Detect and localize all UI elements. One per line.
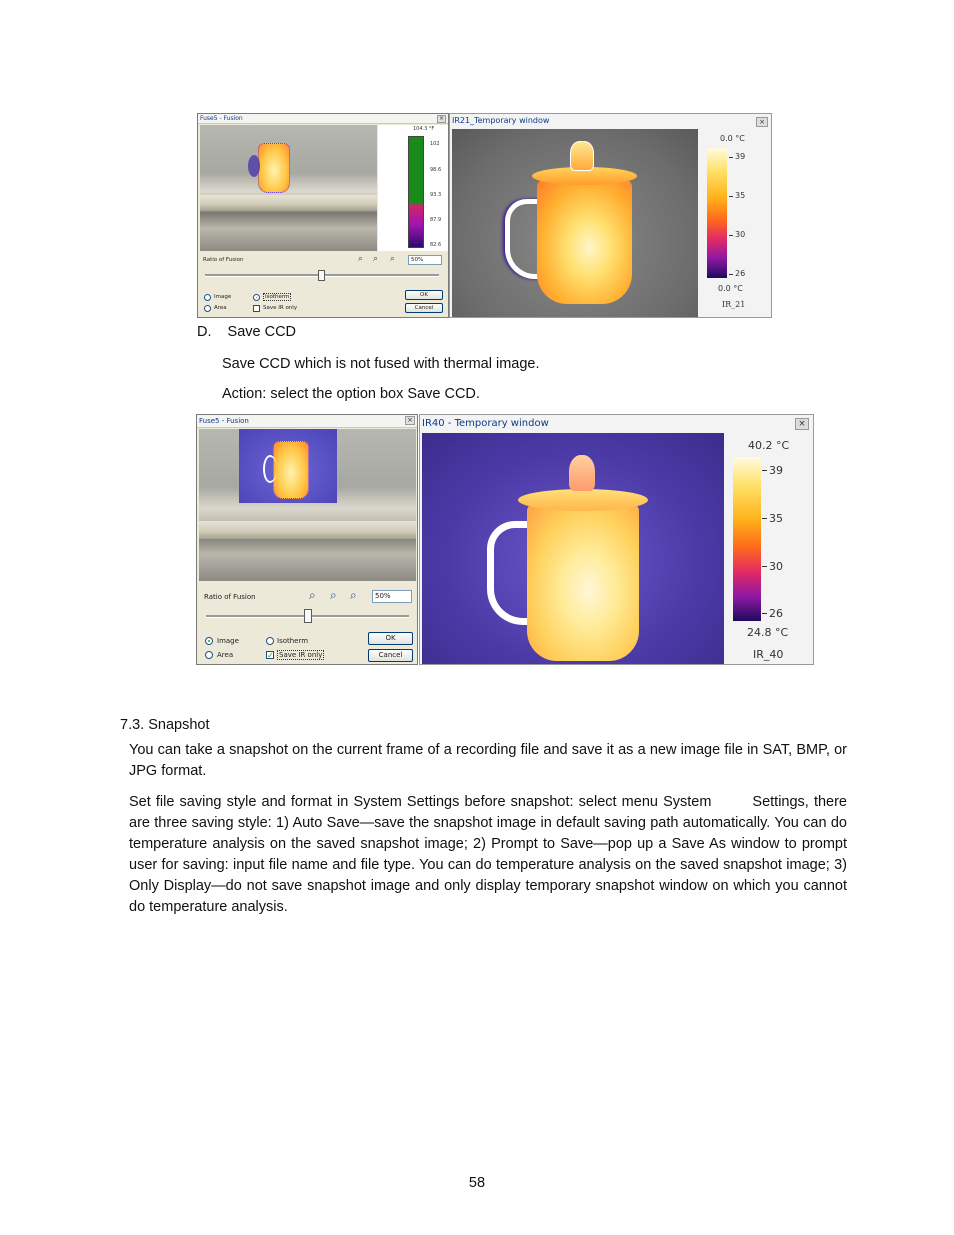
scale-tick bbox=[762, 470, 767, 471]
scale-tick-label: 35 bbox=[735, 191, 746, 200]
cup-knob-image bbox=[569, 455, 595, 491]
zoom-in-icon[interactable]: ⌕ bbox=[309, 588, 316, 602]
area-radio[interactable] bbox=[204, 305, 211, 312]
ok-button[interactable]: OK bbox=[368, 632, 413, 645]
color-scale-bar bbox=[733, 457, 761, 621]
legend-tick-3: 93.3 bbox=[430, 192, 442, 198]
area-radio-label: Area bbox=[217, 651, 234, 659]
zoom-out-icon[interactable]: ⌕ bbox=[373, 254, 379, 264]
cup-lid-image bbox=[518, 489, 648, 511]
cup-handle-image bbox=[248, 155, 260, 177]
close-icon[interactable]: × bbox=[756, 117, 768, 127]
ok-button[interactable]: OK bbox=[405, 290, 443, 300]
save-ir-only-label: Save IR only bbox=[279, 651, 323, 659]
ratio-spin-input[interactable] bbox=[408, 255, 442, 265]
scale-tick bbox=[762, 613, 767, 614]
page-number: 58 bbox=[468, 1175, 486, 1191]
legend-bar bbox=[408, 136, 424, 248]
area-radio[interactable] bbox=[205, 651, 213, 659]
fused-cup-image bbox=[273, 441, 309, 499]
zoom-out-icon[interactable]: ⌕ bbox=[330, 588, 337, 602]
ir-temporary-window bbox=[449, 113, 772, 318]
ir-overlay-region bbox=[239, 429, 337, 503]
close-icon[interactable]: × bbox=[438, 115, 445, 122]
ir-temporary-window bbox=[419, 414, 814, 665]
dialog-titlebar bbox=[197, 415, 417, 428]
cancel-button[interactable]: Cancel bbox=[368, 649, 413, 662]
legend-tick-5: 82.6 bbox=[430, 242, 442, 248]
section-d-title: Save CCD bbox=[227, 324, 297, 340]
scale-tick bbox=[729, 196, 733, 197]
max-temp-label: 40.2 °C bbox=[748, 439, 790, 452]
cup-body-image bbox=[527, 503, 639, 661]
cup-knob-image bbox=[570, 141, 594, 171]
scale-tick-label: 39 bbox=[735, 152, 746, 161]
section-heading: 7.3. Snapshot bbox=[120, 717, 210, 733]
ratio-slider-thumb[interactable] bbox=[304, 609, 312, 623]
ir-window-title: IR40 - Temporary window bbox=[422, 418, 549, 429]
section-d-heading bbox=[197, 323, 296, 341]
scale-tick bbox=[762, 566, 767, 567]
ratio-label: Ratio of Fusion bbox=[203, 257, 244, 263]
image-radio[interactable] bbox=[204, 294, 211, 301]
legend-tick-1: 102 bbox=[430, 141, 440, 147]
ir-window-title: IR21_Temporary window bbox=[452, 116, 550, 125]
scale-tick bbox=[729, 157, 733, 158]
shelf-image bbox=[200, 195, 377, 211]
close-icon[interactable]: × bbox=[405, 416, 415, 425]
isotherm-radio[interactable] bbox=[266, 637, 274, 645]
legend-tick-4: 87.9 bbox=[430, 217, 442, 223]
cup-body-image bbox=[537, 179, 632, 304]
ir-window-titlebar bbox=[420, 415, 813, 432]
save-ir-only-checkbox[interactable] bbox=[253, 305, 260, 312]
scale-tick-label: 26 bbox=[735, 269, 746, 278]
scale-tick-label: 26 bbox=[769, 607, 783, 620]
isotherm-radio-label: Isotherm bbox=[265, 294, 290, 300]
thermal-image bbox=[452, 129, 698, 317]
scale-tick bbox=[729, 274, 733, 275]
section-d-letter: D. bbox=[197, 324, 212, 340]
ratio-value: 50% bbox=[375, 592, 391, 600]
thermal-image bbox=[422, 433, 724, 664]
paragraph-2: Set file saving style and format in System Settings before snapshot: select menu System Settings, there are three saving style: 1) Auto Save—save the snapshot image in default saving path automatically. You can do temperature analysis on the saved snapshot image; 2) Prompt to Save—pop up a Save As window to prompt user for saving: input file name and file type. You can do temperature analysis on the saved snapshot image; 3) Only Display—do not save snapshot image and only display temporary snapshot window on which you cannot do temperature analysis. bbox=[129, 794, 847, 915]
zoom-fit-icon[interactable]: ⌕ bbox=[350, 588, 357, 602]
cup-handle-image bbox=[263, 455, 277, 483]
image-radio-label: Image bbox=[214, 294, 232, 300]
ratio-label: Ratio of Fusion bbox=[204, 593, 256, 601]
cancel-button[interactable]: Cancel bbox=[405, 303, 443, 313]
legend-tick-2: 98.6 bbox=[430, 167, 442, 173]
close-icon[interactable]: × bbox=[795, 418, 809, 430]
color-scale-bar bbox=[707, 148, 727, 278]
dialog-title: Fuse5 - Fusion bbox=[199, 417, 249, 425]
fusion-dialog bbox=[196, 414, 418, 665]
ccd-fusion-preview bbox=[199, 429, 416, 581]
ratio-slider-thumb[interactable] bbox=[318, 270, 325, 281]
zoom-in-icon[interactable]: ⌕ bbox=[358, 254, 364, 264]
min-temp-label: 0.0 °C bbox=[718, 284, 743, 293]
dialog-title: Fuse5 - Fusion bbox=[200, 115, 243, 122]
isotherm-legend bbox=[378, 125, 448, 251]
save-ir-only-label: Save IR only bbox=[263, 305, 298, 311]
min-temp-label: 24.8 °C bbox=[747, 626, 789, 639]
area-radio-label: Area bbox=[214, 305, 227, 311]
image-radio[interactable] bbox=[205, 637, 213, 645]
isotherm-radio[interactable] bbox=[253, 294, 260, 301]
ratio-spin-input[interactable] bbox=[372, 590, 412, 603]
paragraph-1: You can take a snapshot on the current frame of a recording file and save it as a new image file in SAT, BMP, or JPG format. bbox=[129, 742, 847, 779]
scale-tick-label: 35 bbox=[769, 512, 783, 525]
zoom-fit-icon[interactable]: ⌕ bbox=[390, 254, 396, 264]
scale-tick bbox=[729, 235, 733, 236]
scale-tick-label: 39 bbox=[769, 464, 783, 477]
ratio-value: 50% bbox=[411, 257, 424, 263]
max-temp-label: 0.0 °C bbox=[720, 134, 745, 143]
dialog-titlebar bbox=[198, 114, 448, 124]
fused-cup-image bbox=[258, 143, 290, 193]
save-ir-only-checkbox[interactable]: ✓ bbox=[267, 651, 274, 660]
section-d-line-1: Save CCD which is not fused with thermal image. bbox=[222, 356, 540, 372]
figure-1 bbox=[197, 113, 772, 318]
section-d-line-2: Action: select the option box Save CCD. bbox=[222, 386, 480, 402]
scale-tick-label: 30 bbox=[735, 230, 746, 239]
scale-tick bbox=[762, 518, 767, 519]
ir-window-titlebar bbox=[450, 114, 771, 128]
isotherm-radio-label: Isotherm bbox=[277, 637, 309, 645]
figure-2 bbox=[196, 414, 814, 665]
image-name-label: IR_40 bbox=[753, 648, 784, 661]
ccd-fusion-preview bbox=[200, 125, 377, 251]
fusion-dialog bbox=[197, 113, 449, 318]
scale-tick-label: 30 bbox=[769, 560, 783, 573]
legend-max-label: 104.3 °F bbox=[413, 126, 435, 132]
shelf-image bbox=[199, 521, 416, 539]
image-name-label: IR_21 bbox=[722, 300, 746, 309]
image-radio-label: Image bbox=[217, 637, 239, 645]
